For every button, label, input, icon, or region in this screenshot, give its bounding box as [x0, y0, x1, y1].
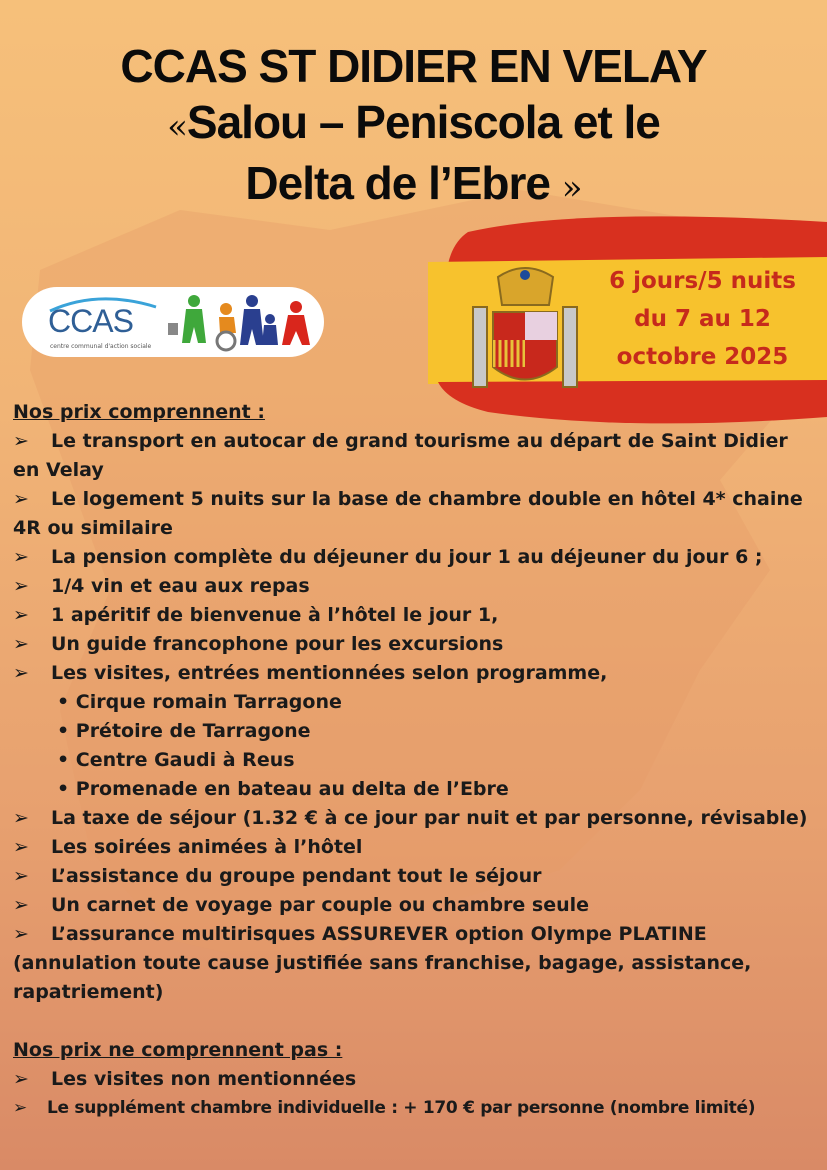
list-item: ➢ Le supplément chambre individuelle : + 170 € par personne (nombre limité) [13, 1094, 818, 1123]
arrow-bullet-icon: ➢ [13, 430, 29, 452]
list-item: ➢ Un carnet de voyage par couple ou chambre seule [13, 891, 818, 920]
visit-item: • Promenade en bateau au delta de l’Ebre [13, 775, 818, 804]
list-item: ➢ L’assistance du groupe pendant tout le séjour [13, 862, 818, 891]
arrow-bullet-icon: ➢ [13, 1098, 27, 1118]
visit-item: • Centre Gaudi à Reus [13, 746, 818, 775]
arrow-bullet-icon: ➢ [13, 633, 29, 655]
included-heading: Nos prix comprennent : [13, 401, 265, 423]
list-item: ➢ Un guide francophone pour les excursions [13, 630, 818, 659]
ccas-logo [22, 287, 324, 357]
list-item: ➢ Le logement 5 nuits sur la base de chambre double en hôtel 4* chaine 4R ou similaire [13, 485, 818, 543]
people-icon [164, 293, 314, 353]
page-title [0, 38, 827, 216]
logo-tagline: centre communal d'action sociale [50, 343, 152, 350]
close-quote: » [561, 168, 582, 208]
trip-month-year: octobre 2025 [616, 344, 789, 370]
arrow-bullet-icon: ➢ [13, 836, 29, 858]
arrow-bullet-icon: ➢ [13, 546, 29, 568]
arrow-bullet-icon: ➢ [13, 575, 29, 597]
list-item: ➢ Les visites, entrées mentionnées selon programme, [13, 659, 818, 688]
trip-date-range: du 7 au 12 [634, 306, 771, 332]
trip-duration: 6 jours/5 nuits [609, 268, 796, 294]
logo-text: CCAS [48, 303, 133, 339]
title-line-3: Delta de l’Ebre » [245, 157, 582, 209]
arrow-bullet-icon: ➢ [13, 488, 29, 510]
arrow-bullet-icon: ➢ [13, 662, 29, 684]
list-item: ➢ La taxe de séjour (1.32 € à ce jour par nuit et par personne, révisable) [13, 804, 818, 833]
visit-item: • Cirque romain Tarragone [13, 688, 818, 717]
title-line-2: «Salou – Peniscola et le [167, 96, 660, 148]
arrow-bullet-icon: ➢ [13, 865, 29, 887]
open-quote: « [167, 107, 187, 147]
title-line-1: CCAS ST DIDIER EN VELAY [120, 40, 707, 92]
visit-item: • Prétoire de Tarragone [13, 717, 818, 746]
list-item: ➢ 1/4 vin et eau aux repas [13, 572, 818, 601]
list-item: ➢ La pension complète du déjeuner du jour 1 au déjeuner du jour 6 ; [13, 543, 818, 572]
list-item: ➢ Les soirées animées à l’hôtel [13, 833, 818, 862]
trip-dates [578, 262, 827, 376]
arrow-bullet-icon: ➢ [13, 604, 29, 626]
list-item: ➢ Les visites non mentionnées [13, 1065, 818, 1094]
arrow-bullet-icon: ➢ [13, 1068, 29, 1090]
arrow-bullet-icon: ➢ [13, 894, 29, 916]
list-item: ➢ 1 apéritif de bienvenue à l’hôtel le jour 1, [13, 601, 818, 630]
price-details [13, 398, 818, 1123]
arrow-bullet-icon: ➢ [13, 923, 29, 945]
excluded-heading: Nos prix ne comprennent pas : [13, 1039, 343, 1061]
arrow-bullet-icon: ➢ [13, 807, 29, 829]
list-item: ➢ Le transport en autocar de grand tourisme au départ de Saint Didier en Velay [13, 427, 818, 485]
list-item: ➢ L’assurance multirisques ASSUREVER option Olympe PLATINE (annulation toute cause justifiée sans franchise, bagage, assistance, rapatriement) [13, 920, 818, 1007]
